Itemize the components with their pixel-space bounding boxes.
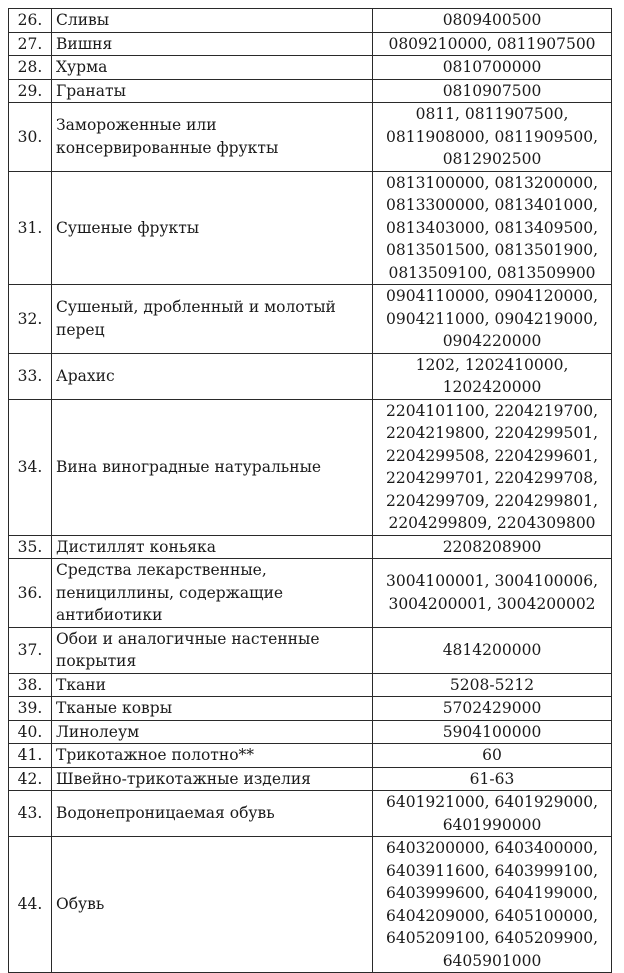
product-name-line: Трикотажное полотно** (56, 746, 255, 764)
customs-code-line: 4814200000 (442, 640, 542, 659)
goods-codes-table (8, 8, 612, 973)
customs-code-cell (373, 697, 612, 721)
table-row (9, 673, 612, 697)
customs-code-line: 6404209000, 6405100000, (385, 906, 598, 925)
customs-code-cell (373, 673, 612, 697)
document-page (8, 8, 612, 973)
product-name-cell (52, 32, 373, 56)
product-name-line: Обои и аналогичные настенные (56, 629, 320, 648)
product-name-cell (52, 627, 373, 673)
product-name-line: Хурма (56, 58, 108, 76)
customs-code-line: 5208-5212 (449, 675, 535, 694)
row-number: 31. (9, 171, 52, 285)
table-body (9, 9, 612, 973)
table-row (9, 791, 612, 837)
product-name-cell (52, 285, 373, 354)
customs-code-line: 61-63 (469, 769, 515, 788)
customs-code-line: 6405209100, 6405209900, (385, 929, 598, 947)
product-name-line: покрытия (56, 652, 137, 670)
customs-code-line: 0813100000, 0813200000, (385, 173, 598, 192)
customs-code-line: 0810907500 (442, 81, 542, 100)
product-name-line: Ткани (56, 675, 106, 694)
customs-code-line: 2204299701, 2204299708, (385, 469, 598, 487)
product-name-cell (52, 767, 373, 791)
customs-code-cell (373, 171, 612, 285)
row-number: 30. (9, 103, 52, 172)
customs-code-cell (373, 285, 612, 354)
table-row (9, 9, 612, 33)
table-row (9, 744, 612, 768)
customs-code-line: 0811, 0811907500, (415, 105, 569, 123)
row-number: 39. (9, 697, 52, 721)
customs-code-line: 0809400500 (442, 11, 542, 29)
customs-code-line: 0813300000, 0813401000, (385, 196, 598, 214)
row-number: 43. (9, 791, 52, 837)
product-name-line: Сливы (56, 11, 110, 29)
table-row (9, 697, 612, 721)
customs-code-line: 0813509100, 0813509900 (388, 263, 596, 282)
customs-code-line: 6401921000, 6401929000, (385, 793, 598, 811)
product-name-cell (52, 79, 373, 103)
row-number: 38. (9, 673, 52, 697)
table-row (9, 353, 612, 399)
table-row (9, 79, 612, 103)
customs-code-cell (373, 399, 612, 535)
product-name-line: Обувь (56, 895, 105, 914)
product-name-cell (52, 171, 373, 285)
row-number: 36. (9, 559, 52, 628)
product-name-line: Водонепроницаемая обувь (56, 804, 275, 823)
customs-code-line: 5904100000 (442, 722, 542, 741)
customs-code-line: 6401990000 (442, 815, 542, 834)
customs-code-line: 2204101100, 2204219700, (385, 401, 598, 420)
table-row (9, 103, 612, 172)
table-row (9, 535, 612, 559)
customs-code-cell (373, 559, 612, 628)
table-row (9, 171, 612, 285)
product-name-line: пенициллины, содержащие (56, 583, 284, 602)
row-number: 26. (9, 9, 52, 33)
row-number: 37. (9, 627, 52, 673)
customs-code-cell (373, 627, 612, 673)
product-name-line: Гранаты (56, 81, 126, 100)
customs-code-line: 60 (482, 746, 502, 764)
customs-code-cell (373, 56, 612, 80)
product-name-line: Арахис (56, 366, 115, 385)
customs-code-line: 2204299508, 2204299601, (385, 446, 598, 465)
customs-code-line: 0812902500 (442, 150, 542, 168)
product-name-line: Средства лекарственные, (56, 561, 267, 579)
row-number: 42. (9, 767, 52, 791)
table-row (9, 767, 612, 791)
table-row (9, 56, 612, 80)
customs-code-line: 0811908000, 0811909500, (385, 127, 598, 146)
table-row (9, 627, 612, 673)
product-name-cell (52, 673, 373, 697)
product-name-line: Сушеный, дробленный и молотый (56, 298, 336, 317)
row-number: 40. (9, 720, 52, 744)
row-number: 35. (9, 535, 52, 559)
product-name-cell (52, 720, 373, 744)
customs-code-line: 0813501500, 0813501900, (385, 241, 598, 259)
product-name-cell (52, 744, 373, 768)
customs-code-line: 0813403000, 0813409500, (385, 218, 598, 237)
customs-code-line: 5702429000 (442, 699, 542, 717)
product-name-line: Швейно-трикотажные изделия (56, 769, 311, 788)
row-number: 32. (9, 285, 52, 354)
product-name-cell (52, 9, 373, 33)
row-number: 34. (9, 399, 52, 535)
product-name-cell (52, 837, 373, 973)
customs-code-line: 1202420000 (442, 378, 542, 396)
customs-code-line: 2204219800, 2204299501, (385, 424, 598, 442)
customs-code-line: 0904211000, 0904219000, (385, 309, 598, 328)
customs-code-line: 0809210000, 0811907500 (388, 34, 596, 53)
row-number: 29. (9, 79, 52, 103)
table-row (9, 559, 612, 628)
table-row (9, 285, 612, 354)
customs-code-cell (373, 791, 612, 837)
customs-code-line: 3004100001, 3004100006, (385, 572, 598, 591)
customs-code-line: 2204299709, 2204299801, (385, 491, 598, 510)
table-row (9, 837, 612, 973)
customs-code-line: 6403911600, 6403999100, (385, 861, 598, 880)
customs-code-cell (373, 79, 612, 103)
product-name-line: антибиотики (56, 606, 163, 624)
product-name-cell (52, 56, 373, 80)
product-name-line: Вишня (56, 34, 113, 53)
customs-code-line: 2204299809, 2204309800 (388, 514, 596, 532)
product-name-line: Сушеные фрукты (56, 218, 200, 237)
customs-code-cell (373, 837, 612, 973)
product-name-line: Дистиллят коньяка (56, 537, 216, 556)
product-name-cell (52, 535, 373, 559)
product-name-line: консервированные фрукты (56, 138, 279, 157)
product-name-cell (52, 697, 373, 721)
customs-code-line: 0904110000, 0904120000, (385, 287, 598, 305)
row-number: 44. (9, 837, 52, 973)
product-name-line: Линолеум (56, 722, 140, 741)
customs-code-cell (373, 353, 612, 399)
customs-code-cell (373, 535, 612, 559)
customs-code-cell (373, 103, 612, 172)
customs-code-line: 6405901000 (442, 951, 542, 970)
product-name-line: Тканые ковры (56, 699, 173, 717)
customs-code-cell (373, 720, 612, 744)
customs-code-cell (373, 32, 612, 56)
row-number: 27. (9, 32, 52, 56)
product-name-cell (52, 791, 373, 837)
table-row (9, 32, 612, 56)
product-name-line: Вина виноградные натуральные (56, 457, 322, 476)
table-row (9, 720, 612, 744)
row-number: 41. (9, 744, 52, 768)
customs-code-cell (373, 767, 612, 791)
product-name-cell (52, 559, 373, 628)
product-name-cell (52, 103, 373, 172)
customs-code-line: 6403200000, 6403400000, (385, 839, 598, 857)
table-row (9, 399, 612, 535)
customs-code-line: 6403999600, 6404199000, (385, 884, 598, 902)
product-name-line: перец (56, 320, 105, 339)
customs-code-line: 1202, 1202410000, (415, 355, 569, 374)
row-number: 33. (9, 353, 52, 399)
customs-code-line: 3004200001, 3004200002 (388, 594, 596, 613)
customs-code-line: 0904220000 (442, 332, 542, 350)
customs-code-line: 0810700000 (442, 58, 542, 76)
row-number: 28. (9, 56, 52, 80)
product-name-cell (52, 399, 373, 535)
customs-code-line: 2208208900 (442, 537, 542, 556)
product-name-line: Замороженные или (56, 116, 217, 135)
customs-code-cell (373, 744, 612, 768)
customs-code-cell (373, 9, 612, 33)
product-name-cell (52, 353, 373, 399)
